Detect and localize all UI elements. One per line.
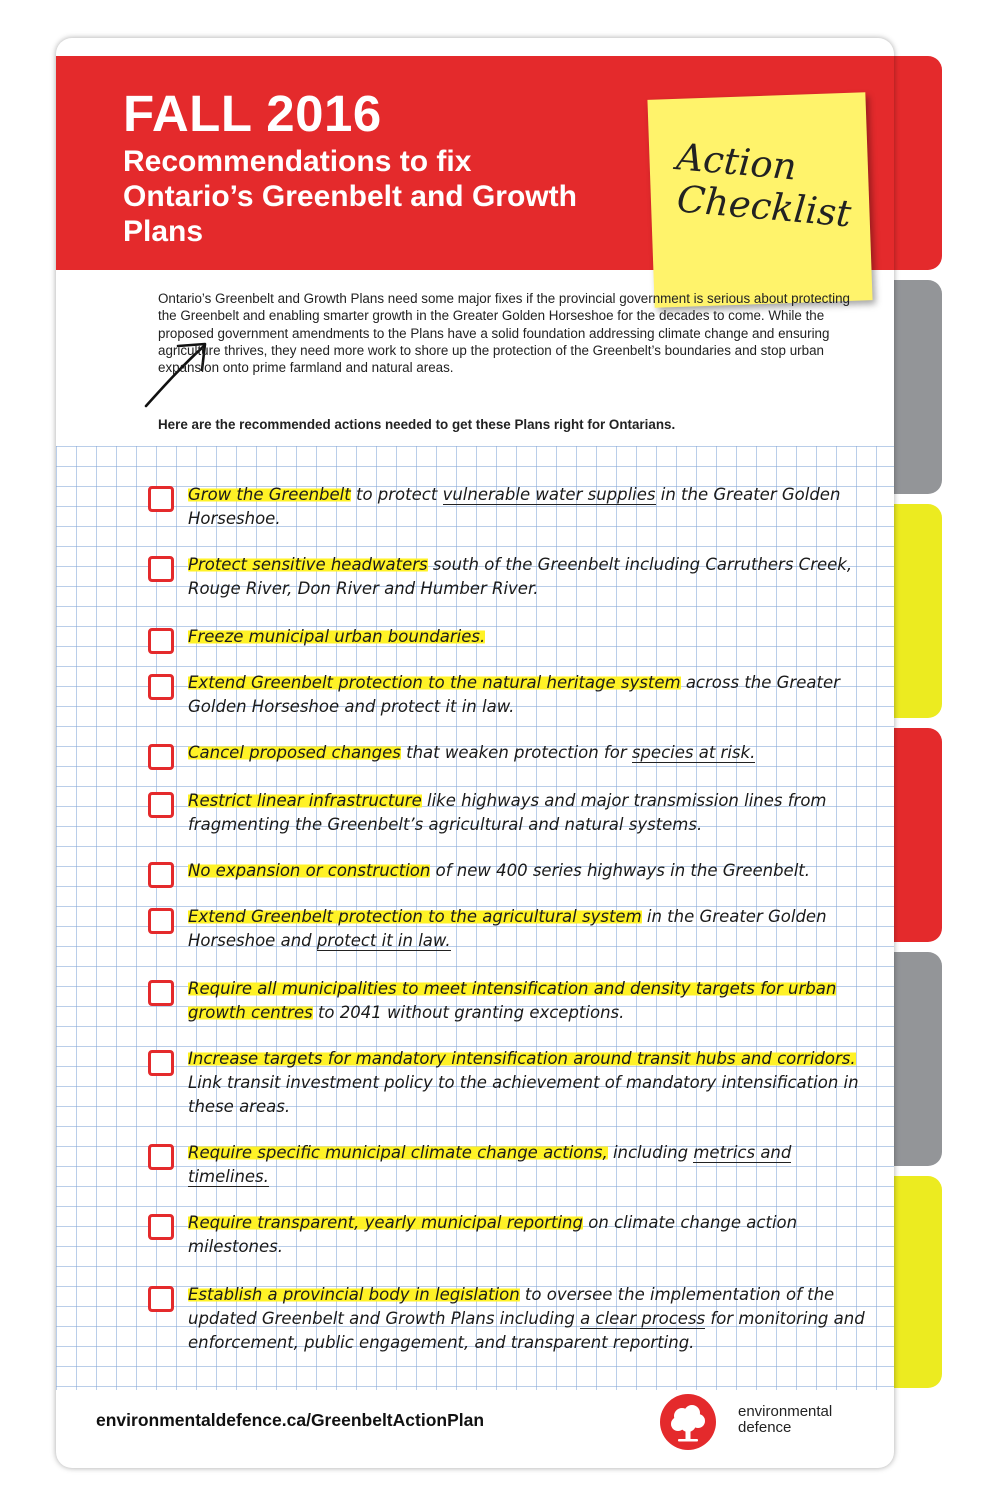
intro-callout: Here are the recommended actions needed to get these Plans right for Ontarians. — [158, 417, 676, 432]
item-text-segment: across the Greater Golden Horseshoe and protect it in law. — [188, 673, 840, 716]
checkbox[interactable] — [148, 1286, 174, 1312]
item-text-segment: south of the Greenbelt including Carruthers Creek, Rouge River, Don River and Humber River. — [188, 555, 853, 598]
checklist-item-text — [188, 553, 870, 601]
checklist-item-text — [188, 483, 870, 531]
highlighted-text: Require specific municipal climate change actions, — [188, 1143, 608, 1162]
tree-icon — [660, 1394, 716, 1450]
item-text-segment: to protect — [350, 485, 443, 504]
underlined-text: metrics and timelines. — [188, 1143, 792, 1186]
checkbox[interactable] — [148, 1050, 174, 1076]
item-text-segment: including — [607, 1143, 694, 1162]
highlighted-text: Cancel proposed changes — [188, 743, 401, 762]
item-text-segment: Link transit investment policy to the achievement of mandatory intensification in these areas. — [188, 1073, 859, 1116]
checkbox[interactable] — [148, 792, 174, 818]
highlighted-text: Require transparent, yearly municipal reporting — [188, 1213, 583, 1232]
logo-line-1: environmental — [738, 1403, 833, 1420]
checklist-item-text — [188, 1047, 870, 1119]
checklist-item-text — [188, 741, 870, 765]
checkbox[interactable] — [148, 674, 174, 700]
highlighted-text: No expansion or construction — [188, 861, 431, 880]
underlined-text: vulnerable water supplies — [442, 485, 656, 504]
sticky-note-text — [671, 136, 856, 235]
checkbox[interactable] — [148, 556, 174, 582]
checklist-item-text — [188, 1283, 870, 1355]
checklist-card — [56, 38, 894, 1468]
checklist-item-text — [188, 977, 870, 1025]
underlined-text: protect it in law. — [316, 931, 451, 950]
checklist-item-text — [188, 1141, 870, 1189]
highlighted-text: Increase targets for mandatory intensification around transit hubs and corridors. — [188, 1049, 856, 1068]
highlighted-text: Protect sensitive headwaters — [188, 555, 428, 574]
checkbox[interactable] — [148, 862, 174, 888]
logo-line-2: defence — [738, 1419, 792, 1436]
checkbox[interactable] — [148, 980, 174, 1006]
highlighted-text: Restrict linear infrastructure — [188, 791, 422, 810]
checklist-item-text — [188, 671, 870, 719]
checklist-item-text — [188, 1211, 870, 1259]
item-text-segment: to oversee the implementation of the updated Greenbelt and Growth Plans including — [188, 1285, 835, 1328]
item-text-segment: on climate change action milestones. — [188, 1213, 798, 1256]
header-subtitle: Recommendations to fix Ontario’s Greenbelt and Growth Plans — [123, 145, 577, 248]
checkbox[interactable] — [148, 744, 174, 770]
checkbox[interactable] — [148, 628, 174, 654]
checkbox[interactable] — [148, 908, 174, 934]
intro-paragraph: Ontario’s Greenbelt and Growth Plans need some major fixes if the provincial government is serious about protecting the Greenbelt and enabling smarter growth in the Greater Golden Horseshoe for the decades to come. While the proposed government amendments to the Plans have a solid foundation addressing climate change and ensuring agriculture thrives, they need more work to shore up the protection of the Greenbelt’s boundaries and stop urban expansion onto prime farmland and natural areas. — [158, 291, 850, 376]
checklist-item-text — [188, 625, 870, 649]
highlighted-text: Establish a provincial body in legislation — [188, 1285, 520, 1304]
highlighted-text: Extend Greenbelt protection to the agricultural system — [188, 907, 642, 926]
underlined-text: a clear process — [580, 1309, 706, 1328]
checkbox[interactable] — [148, 486, 174, 512]
checklist-item-text — [188, 789, 870, 837]
item-text-segment: for monitoring and enforcement, public engagement, and transparent reporting. — [188, 1309, 865, 1352]
graph-paper-area — [56, 446, 894, 1390]
sticky-line-1: Action — [674, 135, 799, 189]
sticky-note — [647, 92, 872, 307]
footer-url[interactable]: environmentaldefence.ca/GreenbeltActionPlan — [96, 1410, 485, 1430]
item-text-segment: of new 400 series highways in the Greenbelt. — [430, 861, 810, 880]
item-text-segment: like highways and major transmission lines from fragmenting the Greenbelt’s agricultural and natural systems. — [188, 791, 827, 834]
highlighted-text: Require all municipalities to meet intensification and density targets for urban growth centres — [188, 979, 837, 1022]
checkbox[interactable] — [148, 1144, 174, 1170]
highlighted-text: Extend Greenbelt protection to the natural heritage system — [188, 673, 681, 692]
item-text-segment: to 2041 without granting exceptions. — [312, 1003, 625, 1022]
item-text-segment: in the Greater Golden Horseshoe. — [188, 485, 841, 528]
checklist-item-text — [188, 905, 870, 953]
sticky-line-2: Checklist — [675, 177, 853, 236]
checklist-item-text — [188, 859, 870, 883]
item-text-segment: that weaken protection for — [400, 743, 632, 762]
highlighted-text: Freeze municipal urban boundaries. — [188, 627, 486, 646]
tree-logo-icon — [660, 1394, 716, 1450]
header-year: FALL 2016 — [123, 85, 382, 142]
checkbox[interactable] — [148, 1214, 174, 1240]
highlighted-text: Grow the Greenbelt — [188, 485, 351, 504]
logo-wordmark — [738, 1404, 832, 1436]
item-text-segment: in the Greater Golden Horseshoe and — [188, 907, 827, 950]
underlined-text: species at risk. — [631, 743, 756, 762]
